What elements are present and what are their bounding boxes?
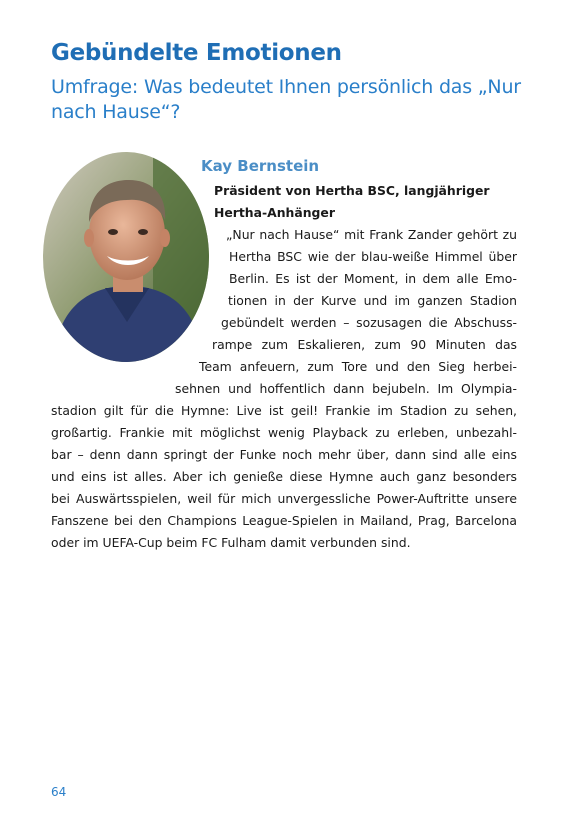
body-line: oder im UEFA-Cup beim FC Fulham damit verbunden sind. <box>51 535 411 550</box>
body-line: bar – denn dann springt der Funke noch mehr über, dann sind alle eins <box>51 447 517 462</box>
portrait-image <box>43 152 209 362</box>
body-line: rampe zum Eskalieren, zum 90 Minuten das <box>212 337 517 352</box>
body-line: Hertha BSC wie der blau-weiße Himmel über <box>229 249 517 264</box>
body-line: gebündelt werden – sozusagen die Abschuss- <box>221 315 517 330</box>
author-portrait <box>43 152 209 362</box>
body-line: „Nur nach Hause“ mit Frank Zander gehört zu <box>226 227 517 242</box>
body-line: Team anfeuern, zum Tore und den Sieg herbei- <box>199 359 517 374</box>
page-title: Gebündelte Emotionen <box>51 40 342 66</box>
body-line: großartig. Frankie mit möglichst wenig Playback zu erleben, unbezahl- <box>51 425 517 440</box>
body-line: Berlin. Es ist der Moment, in dem alle Emo- <box>229 271 517 286</box>
body-line: stadion gilt für die Hymne: Live ist geil! Frankie im Stadion zu sehen, <box>51 403 517 418</box>
page-subtitle: Umfrage: Was bedeutet Ihnen persönlich das „Nur nach Hause“? <box>51 76 521 123</box>
body-line: tionen in der Kurve und im ganzen Stadion <box>228 293 517 308</box>
body-line: Fanszene bei den Champions League-Spielen in Mailand, Prag, Barcelona <box>51 513 517 528</box>
body-line: sehnen und hoffentlich dann bejubeln. Im Olympia- <box>175 381 517 396</box>
body-line: und eins ist alles. Aber ich genieße diese Hymne auch ganz besonders <box>51 469 517 484</box>
author-name: Kay Bernstein <box>201 157 320 175</box>
body-line: bei Auswärtsspielen, weil für mich unvergessliche Power-Auftritte unsere <box>51 491 517 506</box>
author-role: Präsident von Hertha BSC, langjähriger Hertha-Anhänger <box>214 183 490 220</box>
page-number: 64 <box>51 785 67 799</box>
